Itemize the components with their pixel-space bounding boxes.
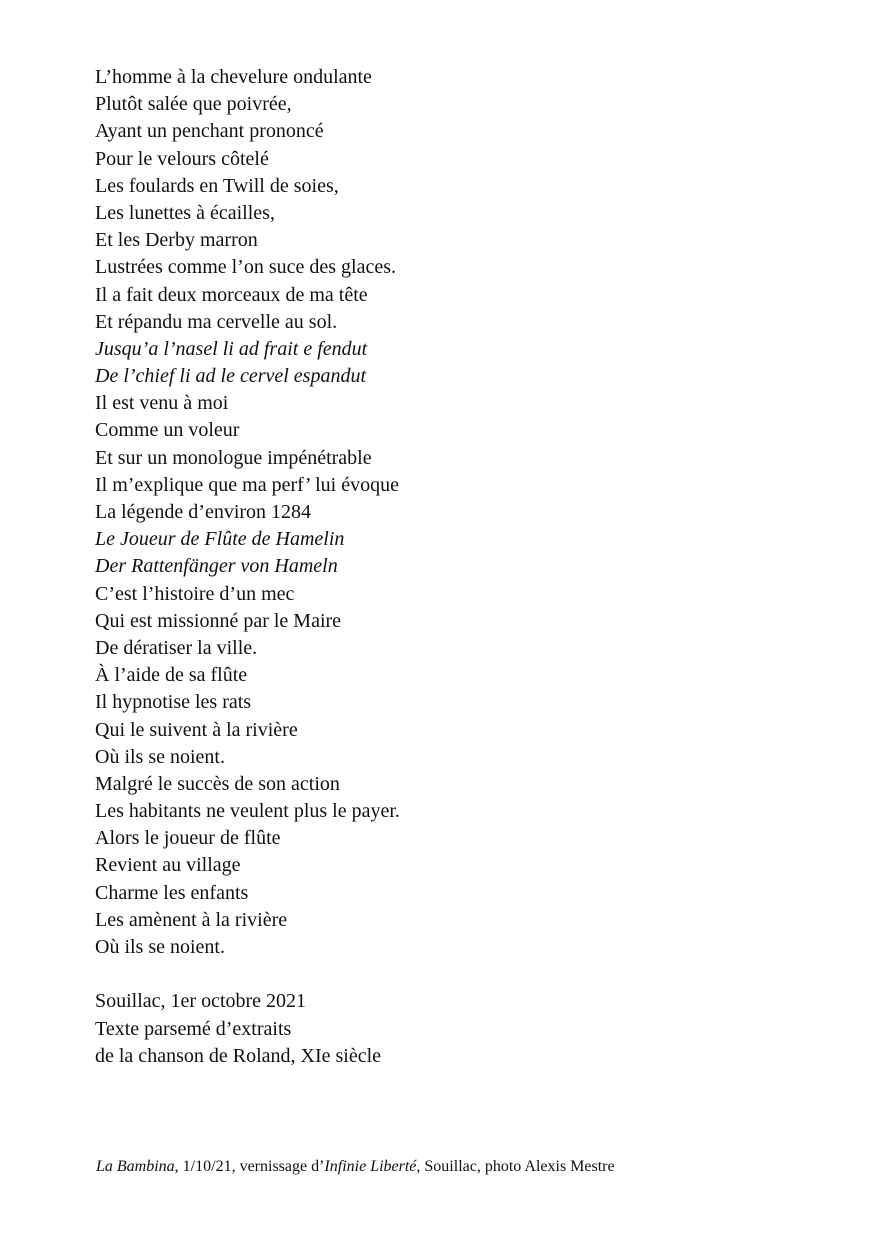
poem-line: L’homme à la chevelure ondulante: [95, 66, 372, 88]
poem-line: Qui le suivent à la rivière: [95, 718, 298, 741]
poem-line: De l’chief li ad le cervel espandut: [95, 365, 367, 388]
poem-line: Qui est missionné par le Maire: [95, 609, 342, 632]
poem-line: Où ils se noient.: [95, 936, 225, 958]
poem-line: Il m’explique que ma perf’ lui évoque: [95, 473, 399, 496]
poem-line: La légende d’environ 1284: [95, 501, 312, 523]
poem-line: Charme les enfants: [95, 881, 249, 904]
poem: [95, 64, 400, 961]
poem-line: Et sur un monologue impénétrable: [95, 446, 372, 469]
poem-line: Alors le joueur de flûte: [95, 827, 281, 850]
caption-artwork-title: La Bambina: [96, 1158, 175, 1175]
poem-line: Où ils se noient.: [95, 745, 225, 768]
signature-block: [95, 988, 381, 1071]
poem-line: Revient au village: [95, 854, 241, 877]
signature-note-line-2: de la chanson de Roland, XIe siècle: [95, 1045, 382, 1067]
poem-line: C’est l’histoire d’un mec: [95, 582, 295, 605]
poem-line: Les foulards en Twill de soies,: [95, 174, 339, 197]
poem-line: De dératiser la ville.: [95, 636, 258, 659]
poem-line: Ayant un penchant prononcé: [95, 120, 324, 143]
poem-line: Jusqu’a l’nasel li ad frait e fendut: [95, 337, 368, 360]
caption-text-end: , Souillac, photo Alexis Mestre: [416, 1158, 615, 1175]
poem-line: Les habitants ne veulent plus le payer.: [95, 800, 400, 823]
poem-line: Il hypnotise les rats: [95, 691, 252, 714]
signature-place-date: Souillac, 1er octobre 2021: [95, 990, 307, 1012]
poem-line: Pour le velours côtelé: [95, 147, 269, 170]
poem-line: Les amènent à la rivière: [95, 908, 288, 931]
poem-line: À l’aide de sa flûte: [95, 664, 248, 687]
poem-line: Et répandu ma cervelle au sol.: [95, 310, 338, 333]
poem-line: Les lunettes à écailles,: [95, 201, 275, 224]
poem-line: Comme un voleur: [95, 419, 240, 442]
poem-line: Plutôt salée que poivrée,: [95, 93, 292, 116]
caption-text-middle: , 1/10/21, vernissage d’: [174, 1158, 325, 1175]
photo-caption: [96, 1156, 615, 1178]
poem-line: Malgré le succès de son action: [95, 772, 340, 795]
signature-note-line-1: Texte parsemé d’extraits: [95, 1017, 292, 1040]
caption-exhibition-title: Infinie Liberté: [324, 1158, 417, 1175]
poem-line: Le Joueur de Flûte de Hamelin: [95, 528, 345, 551]
poem-line: Der Rattenfänger von Hameln: [95, 555, 338, 578]
poem-line: Et les Derby marron: [95, 229, 258, 252]
poem-line: Lustrées comme l’on suce des glaces.: [95, 256, 397, 279]
poem-line: Il est venu à moi: [95, 392, 229, 415]
poem-line: Il a fait deux morceaux de ma tête: [95, 283, 368, 306]
